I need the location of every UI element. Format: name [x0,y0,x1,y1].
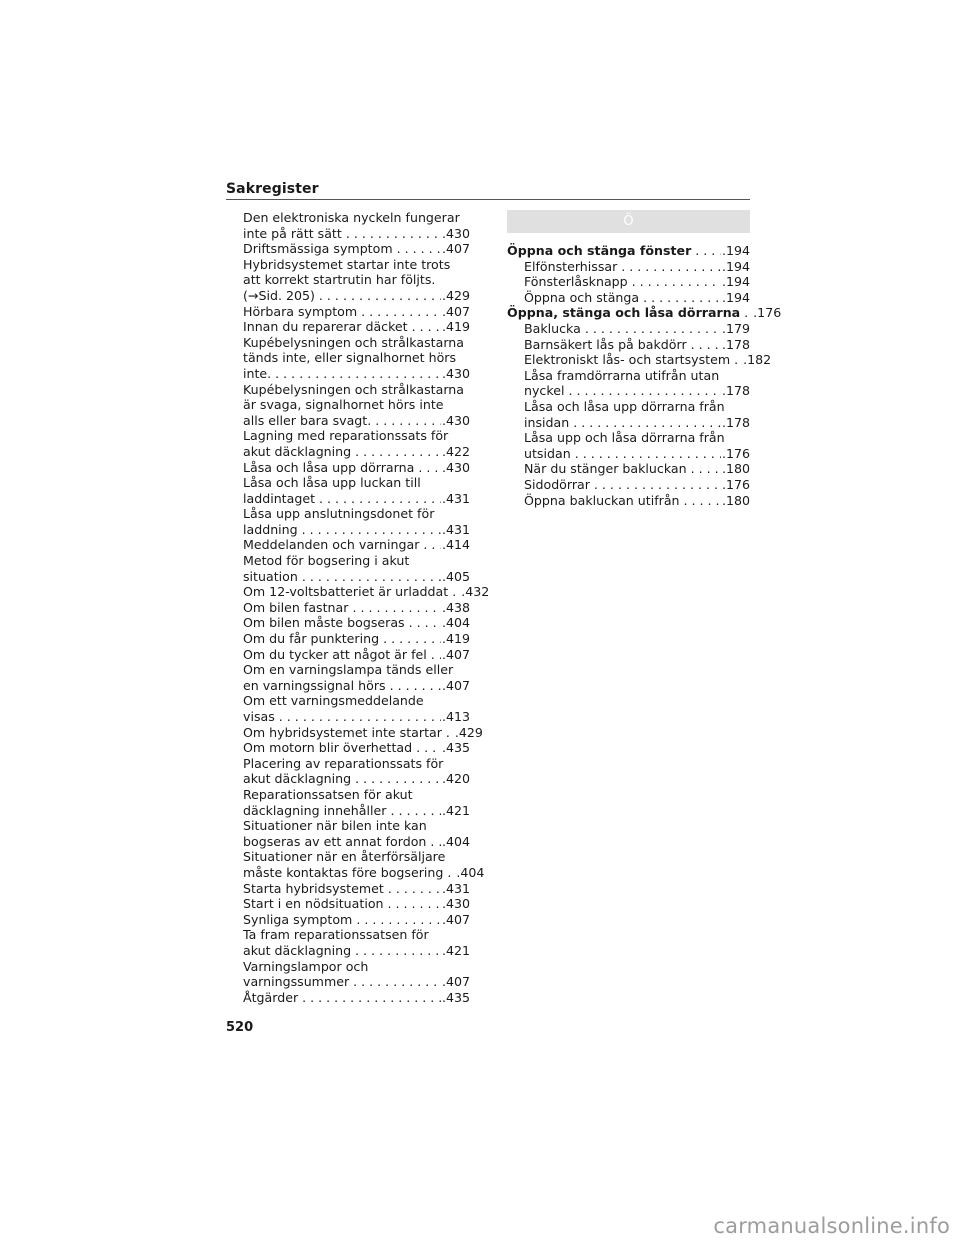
dot-leader [386,803,441,819]
index-entry-text: Låsa och låsa upp dörrarna [243,459,415,475]
index-entry [507,305,782,321]
dot-leader [298,569,441,585]
index-entry-page: .178 [721,414,750,430]
index-entry-text: visas [243,709,275,724]
watermark: carmanualsonline.info [713,1214,950,1238]
index-entry-text: Åtgärder [243,989,299,1005]
index-entry [507,243,750,259]
index-entry-text: situation [243,568,298,584]
dot-leader [412,740,441,756]
index-entry-page: .180 [721,461,750,477]
dot-leader [448,584,460,600]
dot-leader [680,493,721,509]
dot-leader [569,415,721,431]
index-entry-page: .407 [441,241,470,257]
index-entry [243,460,470,476]
index-entry [243,740,470,756]
index-entry [243,475,470,506]
index-entry-text: Om bilen måste bogseras [243,615,405,631]
dot-leader [298,990,441,1006]
index-entry [243,818,470,849]
index-entry-text: Driftsmässiga symptom [243,241,393,257]
page-header [226,178,750,200]
index-entry [507,399,750,430]
index-entry-text: Om 12-voltsbatteriet är urladdat [243,584,449,600]
index-entry-page: .430 [441,459,470,475]
index-entry [507,259,750,275]
dot-leader [617,259,721,275]
index-entry-page: .438 [441,599,470,615]
dot-leader [342,226,441,242]
index-entry-page: .407 [441,911,470,927]
dot-leader [352,912,441,928]
index-entry-page: .194 [721,289,750,305]
index-entry [243,912,470,928]
dot-leader [687,337,721,353]
index-entry-page: .182 [743,352,772,368]
dot-leader [581,321,721,337]
index-entry [243,896,470,912]
index-entry-text: Situationer när en återförsäljare [243,849,446,865]
index-entry-text: Kupébelysningen och strålkastarna [243,334,464,350]
index-entry-text: utsidan [524,445,571,461]
index-entry-page: .407 [441,974,470,990]
index-entry-page: .194 [721,243,750,258]
index-entry-text: Meddelanden och varningar [243,537,420,553]
index-entry-text: Öppna bakluckan utifrån [524,492,680,508]
index-entry-page: .420 [441,771,470,787]
dot-leader [351,943,441,959]
index-entry-text: akut däcklagning [243,771,352,787]
index-entry-text: Om en varningslampa tänds eller [243,662,454,678]
page-number: 520 [226,1020,254,1035]
dot-leader [371,413,441,429]
index-entry-page: .419 [441,319,470,335]
index-entry-text: nyckel [524,383,565,399]
index-entry-text: Sidodörrar [524,476,590,492]
index-entry-text: Om du får punktering [243,631,380,647]
dot-leader [414,460,441,476]
index-entry-text: Innan du reparerar däcket [243,319,408,335]
index-entry-page: .431 [441,490,470,506]
index-entry-text: Låsa framdörrarna utifrån utan [524,367,720,383]
dot-leader [408,319,441,335]
index-entry [507,477,750,493]
section-letter-bar [507,210,750,233]
dot-leader [691,243,721,259]
index-entry-text: akut däcklagning [243,942,352,958]
dot-leader [315,491,441,507]
index-entry-page: .194 [721,258,750,274]
index-entry-text: Låsa och låsa upp luckan till [243,475,421,491]
index-entry [243,647,470,663]
dot-leader [275,709,441,725]
dot-leader [348,600,441,616]
dot-leader [386,678,441,694]
dot-leader [639,290,721,306]
dot-leader [419,537,441,553]
index-entry-text: Ta fram reparationssatsen för [243,927,429,943]
index-entry-page: .429 [454,724,483,740]
index-entry [243,600,470,616]
dot-leader [427,647,441,663]
index-entry-text: akut däcklagning [243,443,352,459]
index-entry-page: .421 [441,802,470,818]
dot-leader [315,288,441,304]
index-entry-text: däcklagning innehåller [243,802,387,818]
index-entry-text: Öppna och stänga [524,289,640,305]
index-entry [243,959,470,990]
index-column-left [243,210,490,1005]
index-entry-page: .405 [441,568,470,584]
dot-leader [426,834,441,850]
index-entry-text: varningssummer [243,974,350,990]
index-entry-text: Öppna och stänga fönster [507,243,692,258]
index-entry [243,210,470,241]
index-entry-page: .176 [721,445,750,461]
dot-leader [730,352,742,368]
section-letter: Ö [623,214,634,229]
index-entry [507,430,750,461]
dot-leader [443,865,455,881]
index-entry-text: laddning [243,521,298,537]
index-entry-text: Kupébelysningen och strålkastarna [243,381,464,397]
index-entry-text: Om bilen fastnar [243,599,349,615]
index-entry-text: Metod för bogsering i akut [243,553,410,569]
index-entry [507,493,750,509]
index-entry [507,368,750,399]
index-entry [243,319,470,335]
index-entry-text: Elfönsterhissar [524,258,618,274]
index-entry-page: .429 [441,287,470,303]
dot-leader [384,881,441,897]
dot-leader [393,241,441,257]
index-entry [507,337,750,353]
index-entry [243,428,470,459]
index-entry-page: .435 [441,740,470,756]
index-entry-page: .407 [441,303,470,319]
dot-leader [740,305,752,321]
index-entry-page: .176 [721,476,750,492]
dot-leader [271,366,441,382]
index-entry-text: (→Sid. 205) [243,287,315,303]
index-entry-page: .178 [721,383,750,399]
dot-leader [298,522,441,538]
index-entry [507,274,750,290]
index-entry-text: inte. [243,365,272,381]
index-entry [243,537,470,553]
index-entry-text: När du stänger bakluckan [524,461,687,477]
index-entry-page: .179 [721,320,750,336]
index-entry-text: inte på rätt sätt [243,225,342,241]
index-entry [507,321,750,337]
index-entry-text: tänds inte, eller signalhornet hörs [243,350,457,366]
index-entry-text: Fönsterlåsknapp [524,274,628,290]
index-entry-page: .432 [461,584,490,600]
index-entry-page: .407 [441,677,470,693]
index-entry [243,584,490,600]
index-entry-text: Starta hybridsystemet [243,880,384,896]
index-entry [243,304,470,320]
index-entry-page: .404 [441,833,470,849]
dot-leader [564,383,721,399]
index-entry-text: Om du tycker att något är fel [243,646,427,662]
index-entry [243,693,470,724]
index-entry-text: Den elektroniska nyckeln fungerar [243,210,460,225]
index-entry-text: Barnsäkert lås på bakdörr [524,336,687,352]
index-entry [243,756,470,787]
index-list-right [507,243,782,508]
index-column-right [507,210,782,508]
index-entry [243,662,470,693]
dot-leader [379,631,441,647]
index-entry-text: Om motorn blir överhettad [243,740,413,756]
index-entry-page: .422 [441,443,470,459]
index-entry-page: .421 [441,942,470,958]
index-entry-text: bogseras av ett annat fordon [243,833,427,849]
index-entry-text: en varningssignal hörs [243,677,386,693]
index-entry-page: .431 [441,521,470,537]
dot-leader [590,477,721,493]
index-entry [243,787,470,818]
index-entry-text: Öppna, stänga och låsa dörrarna [507,305,741,321]
dot-leader [405,615,441,631]
index-entry [243,631,470,647]
index-entry [243,241,470,257]
index-entry-page: .194 [721,274,750,290]
index-entry [243,615,470,631]
dot-leader [571,446,721,462]
dot-leader [687,461,721,477]
index-entry-page: .430 [441,365,470,381]
index-entry-text: Baklucka [524,320,581,336]
index-entry-text: Hybridsystemet startar inte trots [243,256,451,272]
dot-leader [349,974,441,990]
index-entry-text: att korrekt startrutin har följts. [243,272,436,288]
index-entry-page: .430 [441,412,470,428]
index-entry-text: alls eller bara svagt. [243,412,372,428]
index-entry-text: Synliga symptom [243,911,353,927]
index-entry-page: .430 [441,225,470,241]
dot-leader [351,771,441,787]
index-entry-page: .404 [441,615,470,631]
index-entry [507,290,750,306]
dot-leader [384,896,441,912]
index-entry-text: är svaga, signalhornet hörs inte [243,397,444,413]
index-entry-text: Reparationssatsen för akut [243,786,413,802]
index-entry-page: .404 [456,864,485,880]
index-entry-text: laddintaget [243,490,316,506]
index-entry-page: .431 [441,880,470,896]
index-entry [243,553,470,584]
index-entry [243,382,470,429]
dot-leader [357,304,441,320]
index-entry-text: Låsa upp anslutningsdonet för [243,506,435,522]
index-entry-page: .407 [441,646,470,662]
index-entry [243,724,483,741]
index-entry-text: Placering av reparationssats för [243,755,444,771]
index-entry [243,990,470,1006]
index-entry-text: Lagning med reparationssats för [243,428,449,444]
index-entry-text: Hörbara symptom [243,303,358,319]
index-entry-text: måste kontaktas före bogsering [243,864,444,880]
index-entry-page: .435 [441,989,470,1005]
index-entry-page: .414 [441,537,470,553]
index-entry-text: Om hybridsystemet inte startar [243,724,442,740]
index-entry-text: Start i en nödsituation [243,896,384,912]
dot-leader [628,274,721,290]
index-entry-text: Om ett varningsmeddelande [243,693,424,709]
index-entry [243,506,470,537]
index-entry-text: Låsa och låsa upp dörrarna från [524,398,725,414]
index-entry-text: Varningslampor och [243,958,369,974]
index-entry-page: .413 [441,709,470,724]
index-entry-page: .178 [721,336,750,352]
index-entry-text: Situationer när bilen inte kan [243,818,427,834]
dot-leader [442,725,454,741]
index-entry-page: .419 [441,631,470,647]
index-entry-page: .430 [441,896,470,912]
index-entry-page: .180 [721,492,750,508]
index-entry [507,352,772,368]
index-entry-text: Elektroniskt lås- och startsystem [524,352,731,368]
index-entry-text: insidan [524,414,570,430]
index-entry [243,257,470,304]
index-entry-text: Låsa upp och låsa dörrarna från [524,430,725,446]
page-title: Sakregister [226,181,319,197]
index-entry [243,927,470,958]
dot-leader [351,444,441,460]
index-entry [243,881,470,897]
index-entry [507,461,750,477]
index-entry [243,849,485,880]
index-entry-page: .176 [753,305,782,321]
index-entry [243,335,470,382]
